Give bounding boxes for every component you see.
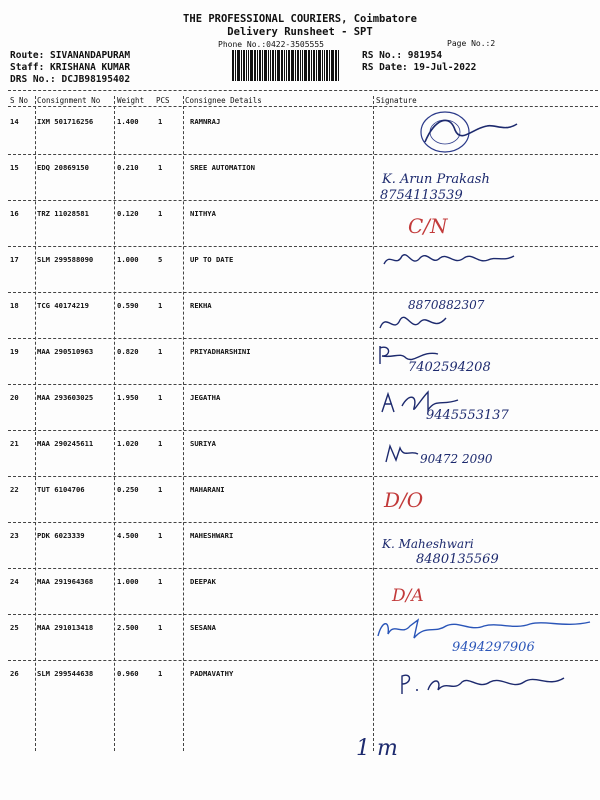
- table-top-rule: [8, 90, 598, 91]
- row-consignment: MAA 291964368: [37, 577, 94, 586]
- row-pcs: 1: [158, 301, 163, 310]
- signature-scribble: [380, 246, 520, 274]
- row-sno: 22: [10, 485, 19, 494]
- row-sno: 26: [10, 669, 19, 678]
- row-pcs: 1: [158, 347, 163, 356]
- row-weight: 0.960: [117, 669, 139, 678]
- row-weight: 1.000: [117, 577, 139, 586]
- col-consignment: Consignment No: [37, 96, 101, 105]
- row-consignment: SLM 299544638: [37, 669, 94, 678]
- row-consignee: NITHYA: [190, 209, 216, 218]
- row-sno: 16: [10, 209, 19, 218]
- row-separator: [8, 430, 598, 431]
- header-bottom-rule: [8, 106, 598, 107]
- row-pcs: 5: [158, 255, 163, 264]
- row-weight: 0.250: [117, 485, 139, 494]
- barcode: [232, 50, 356, 81]
- signature-phone: 9494297906: [452, 640, 535, 655]
- row-weight: 1.400: [117, 117, 139, 126]
- column-divider: [183, 96, 184, 751]
- runsheet-title: Delivery Runsheet - SPT: [227, 26, 373, 38]
- signature-phone: 7402594208: [408, 360, 491, 375]
- row-pcs: 1: [158, 393, 163, 402]
- row-consignment: TRZ 11028581: [37, 209, 89, 218]
- row-consignee: JEGATHA: [190, 393, 221, 402]
- row-weight: 0.120: [117, 209, 139, 218]
- row-consignment: MAA 293603025: [37, 393, 94, 402]
- row-pcs: 1: [158, 577, 163, 586]
- row-weight: 0.590: [117, 301, 139, 310]
- row-separator: [8, 660, 598, 661]
- row-weight: 2.500: [117, 623, 139, 632]
- row-consignee: MAHESHWARI: [190, 531, 234, 540]
- row-separator: [8, 338, 598, 339]
- row-pcs: 1: [158, 623, 163, 632]
- company-title: THE PROFESSIONAL COURIERS, Coimbatore: [183, 13, 417, 25]
- row-pcs: 1: [158, 117, 163, 126]
- row-sno: 25: [10, 623, 19, 632]
- row-separator: [8, 614, 598, 615]
- row-consignee: PRIYADHARSHINI: [190, 347, 251, 356]
- signature-note: D/A: [392, 586, 424, 606]
- column-divider: [114, 96, 115, 751]
- rs-date: RS Date: 19-Jul-2022: [362, 62, 477, 73]
- phone-number: Phone No.:0422-3505555: [218, 40, 324, 49]
- row-consignee: UP TO DATE: [190, 255, 234, 264]
- row-weight: 4.500: [117, 531, 139, 540]
- col-sno: S No: [10, 96, 29, 105]
- row-consignment: IXM 501716256: [37, 117, 94, 126]
- signature-stamp: [395, 108, 525, 158]
- row-sno: 24: [10, 577, 19, 586]
- row-consignee: SESANA: [190, 623, 216, 632]
- handwritten-note: 1 m: [356, 736, 398, 761]
- row-sno: 15: [10, 163, 19, 172]
- signature-phone: 9445553137: [426, 408, 509, 423]
- signature-scribble: [398, 670, 578, 698]
- col-pcs: PCS: [156, 96, 170, 105]
- signature-phone: 8870882307: [408, 298, 485, 312]
- row-pcs: 1: [158, 485, 163, 494]
- row-consignment: PDK 6023339: [37, 531, 85, 540]
- row-separator: [8, 154, 598, 155]
- signature-name: K. Maheshwari: [382, 537, 474, 551]
- row-sno: 17: [10, 255, 19, 264]
- row-pcs: 1: [158, 531, 163, 540]
- row-consignee: REKHA: [190, 301, 212, 310]
- col-consignee: Consignee Details: [185, 96, 262, 105]
- col-signature: Signature: [376, 96, 417, 105]
- column-divider: [35, 96, 36, 751]
- row-separator: [8, 384, 598, 385]
- column-divider: [373, 96, 374, 751]
- row-consignee: SURIYA: [190, 439, 216, 448]
- row-weight: 1.020: [117, 439, 139, 448]
- row-consignment: TUT 6104706: [37, 485, 85, 494]
- signature-name: K. Arun Prakash: [382, 172, 490, 187]
- row-consignment: EDQ 20869150: [37, 163, 89, 172]
- signature-scribble: [382, 442, 422, 466]
- col-weight: Weight: [117, 96, 145, 105]
- row-consignment: SLM 299588090: [37, 255, 94, 264]
- row-consignment: MAA 291013418: [37, 623, 94, 632]
- row-sno: 19: [10, 347, 19, 356]
- row-consignee: PADMAVATHY: [190, 669, 234, 678]
- signature-scribble: [374, 616, 596, 642]
- row-sno: 23: [10, 531, 19, 540]
- row-consignee: MAHARANI: [190, 485, 225, 494]
- signature-phone: 90472 2090: [420, 452, 493, 466]
- staff: Staff: KRISHANA KUMAR: [10, 62, 131, 73]
- signature-note: C/N: [408, 214, 448, 238]
- row-weight: 0.210: [117, 163, 139, 172]
- drs-number: DRS No.: DCJB98195402: [10, 74, 131, 85]
- row-consignee: RAMNRAJ: [190, 117, 221, 126]
- row-separator: [8, 522, 598, 523]
- row-separator: [8, 292, 598, 293]
- signature-phone: 8480135569: [416, 552, 499, 567]
- row-consignment: MAA 290510963: [37, 347, 94, 356]
- row-consignee: SREE AUTOMATION: [190, 163, 255, 172]
- row-pcs: 1: [158, 209, 163, 218]
- row-pcs: 1: [158, 163, 163, 172]
- row-consignment: TCG 40174219: [37, 301, 89, 310]
- row-sno: 14: [10, 117, 19, 126]
- signature-note: D/O: [384, 488, 424, 512]
- row-pcs: 1: [158, 439, 163, 448]
- row-consignment: MAA 290245611: [37, 439, 94, 448]
- row-sno: 18: [10, 301, 19, 310]
- row-weight: 0.820: [117, 347, 139, 356]
- page-number: Page No.:2: [447, 39, 496, 48]
- row-pcs: 1: [158, 669, 163, 678]
- row-separator: [8, 200, 598, 201]
- signature-phone: 8754113539: [380, 188, 463, 203]
- row-consignee: DEEPAK: [190, 577, 216, 586]
- signature-scribble: [376, 308, 456, 336]
- row-sno: 21: [10, 439, 19, 448]
- row-separator: [8, 476, 598, 477]
- row-sno: 20: [10, 393, 19, 402]
- row-separator: [8, 568, 598, 569]
- row-weight: 1.950: [117, 393, 139, 402]
- rs-number: RS No.: 981954: [362, 50, 443, 61]
- route: Route: SIVANANDAPURAM: [10, 50, 131, 61]
- row-weight: 1.000: [117, 255, 139, 264]
